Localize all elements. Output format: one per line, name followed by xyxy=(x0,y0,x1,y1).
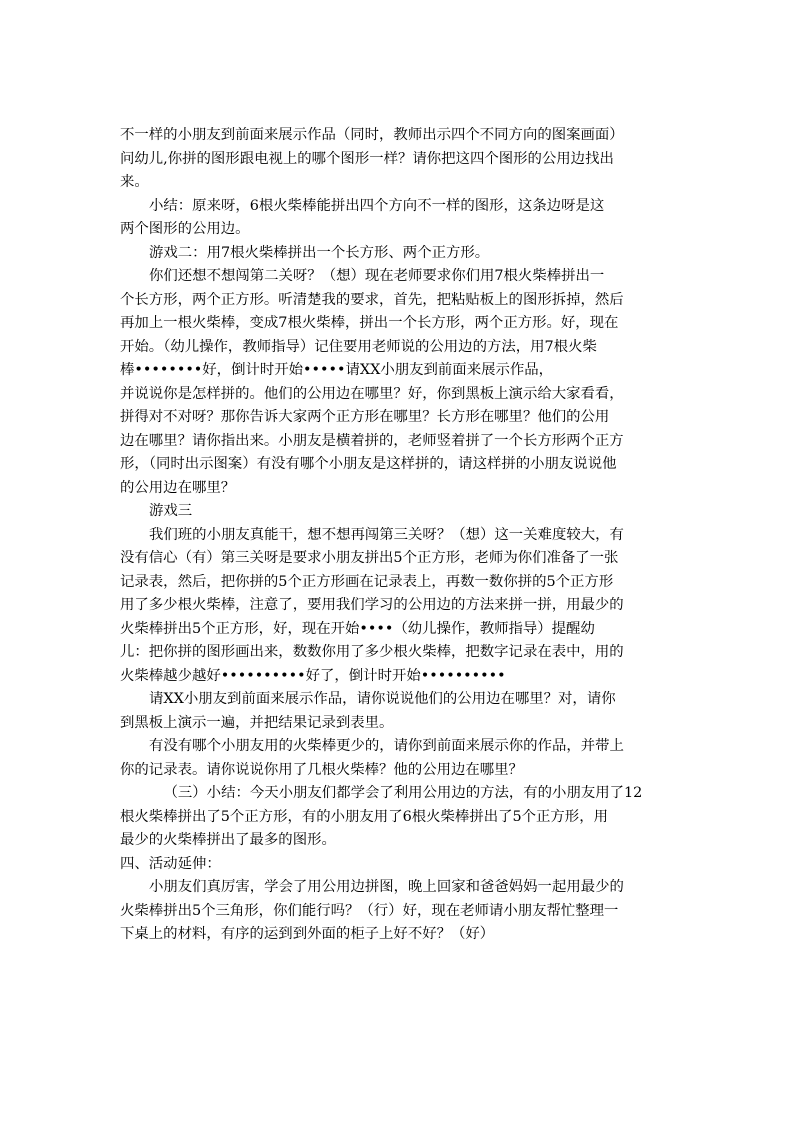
text-line: 四、活动延伸： xyxy=(120,855,221,872)
text-line: 边在哪里？请你指出来。小朋友是横着拼的，老师竖着拼了一个长方形两个正方 xyxy=(120,432,624,449)
text-line: 用了多少根火柴棒，注意了，要用我们学习的公用边的方法来拼一拼，用最少的 xyxy=(120,597,624,613)
text-line: 不一样的小朋友到前面来展示作品（同时，教师出示四个不同方向的图案画面） xyxy=(120,127,624,143)
text-line: 游戏二：用7根火柴棒拼出一个长方形、两个正方形。 xyxy=(149,244,490,261)
document-body xyxy=(120,124,676,947)
text-line: 火柴棒越少越好••••••••••好了，倒计时开始•••••••••• xyxy=(120,667,506,684)
text-line: （三）小结：今天小朋友们都学会了利用公用边的方法，有的小朋友用了12 xyxy=(163,785,643,801)
text-line: 游戏三 xyxy=(149,503,193,519)
text-line: 下桌上的材料，有序的运到到外面的柜子上好不好？（好） xyxy=(120,926,495,942)
text-line: 小结：原来呀，6根火柴棒能拼出四个方向不一样的图形，这条边呀是这 xyxy=(149,197,605,214)
text-line: 个长方形，两个正方形。听清楚我的要求，首先，把粘贴板上的图形拆掉，然后 xyxy=(120,291,624,308)
text-line: 拼得对不对呀？那你告诉大家两个正方形在哪里？长方形在哪里？他们的公用 xyxy=(120,409,610,425)
text-line: 儿：把你拼的图形画出来，数数你用了多少根火柴棒，把数字记录在表中，用的 xyxy=(120,644,624,660)
paragraph-p3 xyxy=(120,242,676,266)
text-line: 根火柴棒拼出了5个正方形，有的小朋友用了6根火柴棒拼出了5个正方形，用 xyxy=(120,808,608,825)
text-line: 小朋友们真厉害，学会了用公用边拼图，晚上回家和爸爸妈妈一起用最少的 xyxy=(149,879,624,895)
text-line: 再加上一根火柴棒，变成7根火柴棒，拼出一个长方形，两个正方形。好，现在 xyxy=(120,315,619,331)
paragraph-p4 xyxy=(120,265,676,500)
text-line: 没有信心（有）第三关呀是要求小朋友拼出5个正方形，老师为你们准备了一张 xyxy=(120,550,619,566)
text-line: 的公用边在哪里？ xyxy=(120,479,236,496)
paragraph-p10 xyxy=(120,853,676,877)
text-line: 火柴棒拼出5个三角形，你们能行吗？（行）好，现在老师请小朋友帮忙整理一 xyxy=(120,902,619,919)
text-line: 记录表，然后，把你拼的5个正方形画在记录表上，再数一数你拼的5个正方形 xyxy=(120,573,614,590)
text-line: 问幼儿,你拼的图形跟电视上的哪个图形一样？请你把这四个图形的公用边找出 xyxy=(120,150,614,167)
text-line: 火柴棒拼出5个正方形，好，现在开始••••（幼儿操作，教师指导）提醒幼 xyxy=(120,620,595,637)
text-line: 开始。（幼儿操作，教师指导）记住要用老师说的公用边的方法，用7根火柴 xyxy=(120,338,597,355)
paragraph-p11 xyxy=(120,876,676,947)
text-line: 最少的火柴棒拼出了最多的图形。 xyxy=(120,832,336,848)
text-line: 有没有哪个小朋友用的火柴棒更少的，请你到前面来展示你的作品，并带上 xyxy=(149,738,624,754)
text-line: 棒••••••••好，倒计时开始•••••请XX小朋友到前面来展示作品， xyxy=(120,362,554,378)
text-line: 来。 xyxy=(120,174,149,190)
text-line: 到黑板上演示一遍，并把结果记录到表里。 xyxy=(120,714,394,731)
paragraph-p5 xyxy=(120,500,676,524)
text-line: 我们班的小朋友真能干，想不想再闯第三关呀？（想）这一关难度较大，有 xyxy=(149,526,624,543)
paragraph-p6 xyxy=(120,524,676,689)
text-line: 你的记录表。请你说说你用了几根火柴棒？他的公用边在哪里？ xyxy=(120,761,523,778)
paragraph-p9 xyxy=(120,782,676,853)
text-line: 两个图形的公用边。 xyxy=(120,221,250,237)
paragraph-p7 xyxy=(120,688,676,735)
text-line: 请XX小朋友到前面来展示作品，请你说说他们的公用边在哪里？对，请你 xyxy=(149,691,616,707)
text-line: 并说说你是怎样拼的。他们的公用边在哪里？好，你到黑板上演示给大家看看， xyxy=(120,385,624,402)
paragraph-p8 xyxy=(120,735,676,782)
text-line: 你们还想不想闯第二关呀？（想）现在老师要求你们用7根火柴棒拼出一 xyxy=(149,268,605,284)
paragraph-p1 xyxy=(120,124,676,195)
text-line: 形，（同时出示图案）有没有哪个小朋友是这样拼的，请这样拼的小朋友说说他 xyxy=(120,456,617,472)
paragraph-p2 xyxy=(120,195,676,242)
